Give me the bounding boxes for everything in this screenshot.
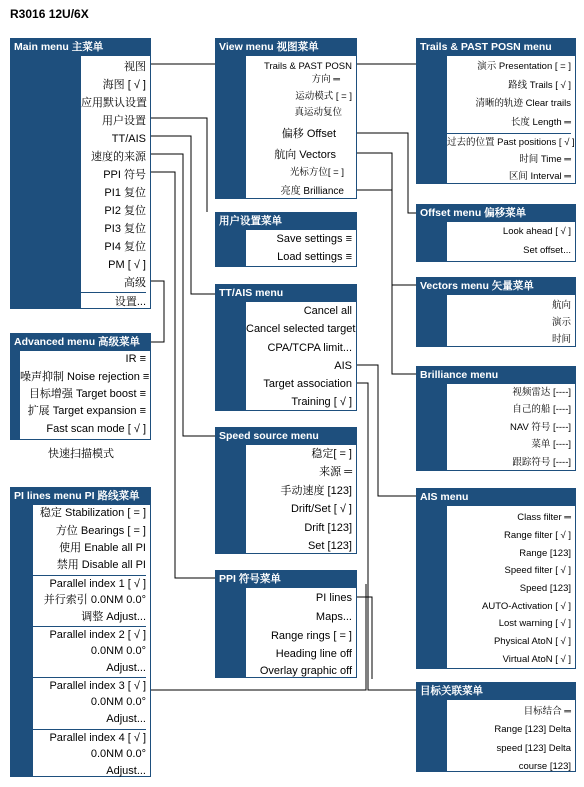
menu-item[interactable]: course [123] (518, 761, 571, 772)
menu-title: Vectors menu 矢量菜单 (420, 280, 534, 292)
menu-body (246, 445, 356, 553)
menu-item[interactable]: 用户设置 (102, 115, 146, 127)
menu-body (81, 56, 150, 308)
menu-item[interactable]: Maps... (315, 611, 352, 623)
menu-item[interactable]: 速度的来源 (91, 151, 146, 163)
menu-item[interactable]: Range rings [ = ] (270, 630, 352, 642)
connector-line (151, 154, 215, 436)
menu-item[interactable]: 视图 (124, 61, 146, 73)
menu-item[interactable]: 噪声抑制 Noise rejection ≡ (20, 371, 150, 383)
menu-item[interactable]: 海图 [ √ ] (102, 79, 146, 91)
connector-line (357, 133, 416, 213)
menu-title: Main menu 主菜单 (14, 41, 104, 53)
menu-title: Offset menu 偏移菜单 (420, 207, 527, 219)
menu-item[interactable]: PI lines (315, 592, 352, 604)
menu-item[interactable]: 时间 Time ═ (519, 154, 571, 165)
menu-item[interactable]: 跟踪符号 [----] (512, 457, 571, 468)
menu-body (447, 506, 575, 668)
menu-item[interactable]: 来源 ═ (319, 466, 352, 478)
menu-item[interactable]: PI1 复位 (104, 187, 146, 199)
menu-title: TT/AIS menu (219, 287, 284, 299)
menu-item[interactable]: Parallel index 3 [ √ ] (33, 677, 146, 695)
menu-item[interactable]: 视频雷达 [----] (512, 387, 571, 398)
menu-body (447, 384, 575, 470)
menu-item[interactable]: Drift [123] (304, 522, 352, 534)
connector-line (151, 136, 215, 294)
menu-item[interactable]: PPI 符号 (103, 169, 146, 181)
menu-item[interactable]: PI2 复位 (104, 205, 146, 217)
menu-title: Trails & PAST POSN menu (420, 41, 552, 53)
menu-item[interactable]: IR ≡ (125, 353, 146, 365)
menu-item[interactable]: Physical AtoN [ √ ] (493, 636, 571, 647)
connector-line (151, 118, 207, 212)
menu-item[interactable]: 禁用 Disable all PI (56, 559, 146, 571)
menu-body (447, 222, 575, 261)
menu-item[interactable]: Parallel index 4 [ √ ] (33, 729, 146, 747)
menu-main (10, 38, 151, 309)
menu-item[interactable]: Cancel selected target (246, 323, 356, 335)
connector-line (357, 365, 416, 496)
menu-item[interactable]: 手动速度 [123] (280, 485, 352, 497)
menu-item[interactable]: 区间 Interval ═ (508, 171, 571, 182)
menu-item[interactable]: 并行索引 0.0NM 0.0° (43, 594, 146, 606)
menu-item[interactable]: 稳定 Stabilization [ = ] (39, 507, 146, 519)
menu-item[interactable]: AIS (334, 360, 352, 372)
menu-item[interactable]: 过去的位置 Past positions [ √ ] (447, 133, 571, 152)
menu-item[interactable]: PI4 复位 (104, 241, 146, 253)
menu-item[interactable]: Range filter [ √ ] (504, 530, 571, 541)
menu-item[interactable]: 真运动复位 (294, 107, 342, 118)
menu-item[interactable]: 航向 (551, 300, 571, 311)
menu-body (246, 302, 356, 410)
menu-item[interactable]: Overlay graphic off (259, 665, 352, 677)
menu-item[interactable]: Lost warning [ √ ] (498, 618, 571, 629)
menu-title: View menu 视图菜单 (219, 41, 319, 53)
menu-item[interactable]: 运动模式 [ = ] (295, 91, 352, 102)
menu-item[interactable]: 应用默认设置 (81, 97, 147, 109)
menu-speedsource (215, 427, 357, 554)
menu-item[interactable]: 时间 (551, 334, 571, 345)
menu-item[interactable]: 使用 Enable all PI (59, 542, 146, 554)
menu-item[interactable]: 调整 Adjust... (81, 611, 146, 623)
menu-item[interactable]: Adjust... (106, 713, 146, 725)
menu-body (33, 505, 150, 776)
menu-ppisym (215, 570, 357, 678)
menu-item[interactable]: Adjust... (106, 662, 146, 674)
menu-item[interactable]: 自己的船 [----] (512, 404, 571, 415)
menu-item[interactable]: 演示 (551, 317, 571, 328)
menu-item[interactable]: 扩展 Target expansion ≡ (27, 405, 146, 417)
menu-body (447, 700, 575, 771)
menu-body (246, 588, 356, 677)
menu-view (215, 38, 357, 199)
menu-item[interactable]: 0.0NM 0.0° (90, 696, 146, 708)
menu-item[interactable]: 方位 Bearings [ = ] (55, 525, 146, 537)
menu-targetassoc (416, 682, 576, 772)
menu-item[interactable]: 长度 Length ═ (510, 117, 571, 128)
menu-body (246, 56, 356, 198)
menu-item[interactable]: 演示 Presentation [ = ] (477, 61, 571, 72)
menu-body (447, 295, 575, 346)
menu-item[interactable]: Speed filter [ √ ] (504, 565, 571, 576)
menu-title: Advanced menu 高级菜单 (14, 336, 141, 348)
menu-item[interactable]: NAV 符号 [----] (509, 422, 571, 433)
menu-vectors (416, 277, 576, 347)
menu-item[interactable]: Save settings ≡ (276, 233, 352, 245)
menu-item[interactable]: Adjust... (106, 765, 146, 777)
menu-title: Brilliance menu (420, 369, 499, 381)
menu-item[interactable]: Parallel index 2 [ √ ] (33, 626, 146, 644)
menu-title: Speed source menu (219, 430, 319, 442)
menu-item[interactable]: Parallel index 1 [ √ ] (33, 575, 146, 593)
menu-item[interactable]: 0.0NM 0.0° (90, 748, 146, 760)
menu-body (20, 351, 150, 439)
menu-offset (416, 204, 576, 262)
menu-item[interactable]: speed [123] Delta (496, 743, 571, 754)
menu-item[interactable]: TT/AIS (111, 133, 146, 145)
menu-item[interactable]: 路线 Trails [ √ ] (508, 80, 571, 91)
menu-title: AIS menu (420, 491, 469, 503)
menu-item[interactable]: AUTO-Activation [ √ ] (482, 601, 571, 612)
menu-item[interactable]: Range [123] (519, 548, 571, 559)
menu-ttais (215, 284, 357, 411)
menu-title: 用户设置菜单 (219, 215, 282, 227)
menu-item[interactable]: 偏移 Offset (281, 128, 336, 140)
connector-line (357, 597, 372, 679)
connector-line (357, 383, 416, 690)
menu-advanced (10, 333, 151, 440)
menu-item[interactable]: Look ahead [ √ ] (502, 226, 571, 237)
connector-line (151, 281, 164, 342)
menu-item[interactable]: 亮度 Brilliance (280, 186, 344, 197)
menu-item[interactable]: Fast scan mode [ √ ] (46, 423, 146, 435)
menu-item[interactable]: 稳定[ = ] (311, 448, 352, 460)
menu-brilliance (416, 366, 576, 471)
menu-item[interactable]: 航向 Vectors (274, 149, 336, 161)
menu-item[interactable]: Cancel all (303, 305, 352, 317)
fast-scan-note: 快速扫描模式 (48, 448, 114, 460)
menu-item[interactable]: CPA/TCPA limit... (267, 342, 352, 354)
menu-usersettings (215, 212, 357, 267)
menu-item[interactable]: Set [123] (307, 540, 352, 552)
menu-ais (416, 488, 576, 669)
connector-line (357, 153, 416, 285)
menu-item[interactable]: 光标方位[ = ] (289, 167, 344, 178)
menu-item[interactable]: Set offset... (523, 245, 571, 256)
menu-item[interactable]: Speed [123] (519, 583, 571, 594)
menu-title: PI lines menu PI 路线菜单 (14, 490, 140, 502)
menu-item[interactable]: 0.0NM 0.0° (90, 645, 146, 657)
menu-item[interactable]: Load settings ≡ (277, 251, 352, 263)
menu-item[interactable]: Class filter ═ (517, 512, 571, 523)
menu-title: PPI 符号菜单 (219, 573, 281, 585)
connector-line (151, 172, 215, 578)
menu-title: 目标关联菜单 (420, 685, 483, 697)
connector-line (357, 190, 416, 374)
menu-pilines (10, 487, 151, 777)
menu-item[interactable]: 清晰的轨迹 Clear trails (475, 98, 571, 109)
document-title: R3016 12U/6X (10, 7, 89, 21)
menu-item[interactable]: 菜单 [----] (531, 439, 571, 450)
menu-item[interactable]: 方向 ═ (311, 74, 340, 85)
menu-item[interactable]: Virtual AtoN [ √ ] (502, 654, 571, 665)
menu-trails (416, 38, 576, 184)
menu-item[interactable]: 目标增强 Target boost ≡ (28, 388, 146, 400)
menu-body (246, 230, 356, 266)
menu-item[interactable]: Trails & PAST POSN (264, 61, 352, 72)
menu-item[interactable]: Drift/Set [ √ ] (290, 503, 352, 515)
menu-item[interactable]: 设置... (81, 292, 146, 311)
menu-item[interactable]: Heading line off (275, 648, 352, 660)
menu-item[interactable]: 目标结合 ═ (523, 706, 571, 717)
menu-body (447, 56, 575, 183)
menu-item[interactable]: Target association (263, 378, 352, 390)
menu-item[interactable]: PM [ √ ] (108, 259, 146, 271)
menu-item[interactable]: PI3 复位 (104, 223, 146, 235)
menu-item[interactable]: Training [ √ ] (291, 396, 352, 408)
menu-item[interactable]: 高级 (124, 277, 146, 289)
menu-item[interactable]: Range [123] Delta (494, 724, 571, 735)
